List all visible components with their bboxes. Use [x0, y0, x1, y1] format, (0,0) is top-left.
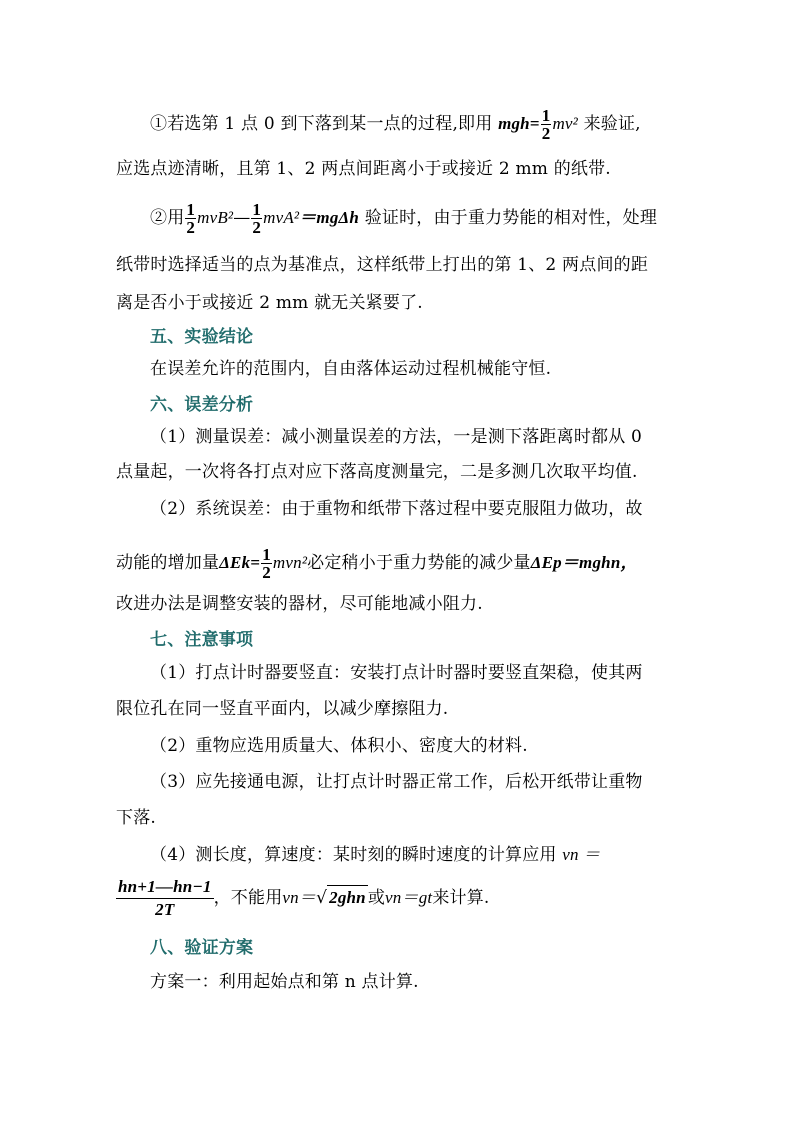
para2-line2: 纸带时选择适当的点为基准点，这样纸带上打出的第 1、2 两点间的距	[116, 255, 649, 275]
note-4-text-c: 来计算.	[432, 888, 490, 908]
formula-delta-ep: ΔEp	[530, 553, 562, 572]
formula-delta-ek: ΔEk	[219, 553, 251, 572]
fraction-velocity	[116, 876, 214, 921]
para2-text-b: 验证时，由于重力势能的相对性，处理	[364, 208, 658, 228]
error-item-1-line2: 点量起，一次将各打点对应下落高度测量完，二是多测几次取平均值.	[116, 462, 638, 482]
fraction-denominator: 2	[541, 124, 551, 143]
formula-mv2: mv²	[552, 114, 578, 133]
note-3-line1: （3）应先接通电源，让打点计时器正常工作，后松开纸带让重物	[150, 772, 643, 792]
para1-text-b: 来验证,	[583, 114, 641, 134]
or-word: 或	[367, 888, 386, 908]
fraction-denominator: 2T	[155, 900, 175, 919]
minus-sign: —	[233, 208, 251, 228]
error-item-2-text-a: 动能的增加量	[116, 553, 220, 573]
sqrt-sign: √	[316, 888, 328, 908]
formula-mvA: mvA²	[263, 208, 300, 227]
formula-vn: vn ＝	[562, 845, 601, 864]
note-3-line2: 下落.	[116, 808, 157, 828]
note-1-line2: 限位孔在同一竖直平面内，以减少摩擦阻力.	[116, 699, 449, 719]
equals-sign: =	[529, 114, 540, 133]
section-8-heading: 八、验证方案	[150, 938, 254, 958]
fraction-half-b	[185, 201, 196, 236]
formula-mghn: ＝mghn，	[561, 553, 638, 572]
section-8-text: 方案一：利用起始点和第 n 点计算.	[150, 972, 419, 992]
section-5-text: 在误差允许的范围内，自由落体运动过程机械能守恒.	[150, 359, 552, 379]
fraction-numerator: 1	[262, 545, 271, 564]
formula-vn-eq: vn＝	[282, 888, 317, 907]
note-2: （2）重物应选用质量大、体积小、密度大的材料.	[150, 736, 528, 756]
equals-sign: =	[250, 553, 261, 572]
formula-2ghn: 2ghn	[327, 885, 368, 910]
error-item-2-line1: （2）系统误差：由于重物和纸带下落过程中要克服阻力做功，故	[150, 499, 643, 519]
para2-prefix: ②用	[150, 208, 185, 228]
section-7-heading: 七、注意事项	[150, 630, 254, 650]
note-4-text-a: （4）测长度，算速度：某时刻的瞬时速度的计算应用	[150, 845, 557, 865]
para1-text-a: ①若选第 1 点 0 到下落到某一点的过程,即用	[150, 114, 493, 134]
note-4-text-b: ，不能用	[213, 888, 283, 908]
fraction-numerator: hn+1—hn−1	[116, 876, 214, 899]
error-item-2-line2	[116, 546, 686, 581]
formula-mgdh: ＝mgΔh	[299, 208, 360, 227]
formula-vn-gt: vn＝gt	[385, 888, 433, 907]
error-item-2-line3: 改进办法是调整安装的器材，尽可能地减小阻力.	[116, 594, 483, 614]
section-6-heading: 六、误差分析	[150, 395, 254, 415]
error-item-1-line1: （1）测量误差：减小测量误差的方法，一是测下落距离时都从 0	[150, 427, 643, 447]
error-item-2-text-b: 必定稍小于重力势能的减少量	[307, 553, 531, 573]
para1-line1	[150, 107, 720, 142]
fraction-numerator: 1	[252, 200, 262, 219]
para1-line2: 应选点迹清晰，且第 1、2 两点间距离小于或接近 2 mm 的纸带.	[116, 159, 611, 179]
formula-mvB: mvB²	[197, 208, 234, 227]
formula-mvn2: mvn²	[272, 553, 308, 572]
formula-mgh: mgh	[498, 114, 530, 133]
note-4-line1	[150, 843, 720, 867]
note-4-line2	[116, 876, 686, 921]
para2-line1	[150, 201, 720, 236]
fraction-denominator: 2	[262, 563, 271, 582]
fraction-half-a	[251, 201, 262, 236]
section-5-heading: 五、实验结论	[150, 327, 254, 347]
fraction-half	[541, 107, 552, 142]
fraction-half-n	[261, 546, 272, 581]
fraction-numerator: 1	[541, 106, 551, 125]
fraction-denominator: 2	[186, 218, 196, 237]
fraction-denominator: 2	[252, 218, 262, 237]
para2-line3: 离是否小于或接近 2 mm 就无关紧要了.	[116, 293, 423, 313]
fraction-numerator: 1	[186, 200, 196, 219]
note-1-line1: （1）打点计时器要竖直：安装打点计时器时要竖直架稳，使其两	[150, 663, 643, 683]
